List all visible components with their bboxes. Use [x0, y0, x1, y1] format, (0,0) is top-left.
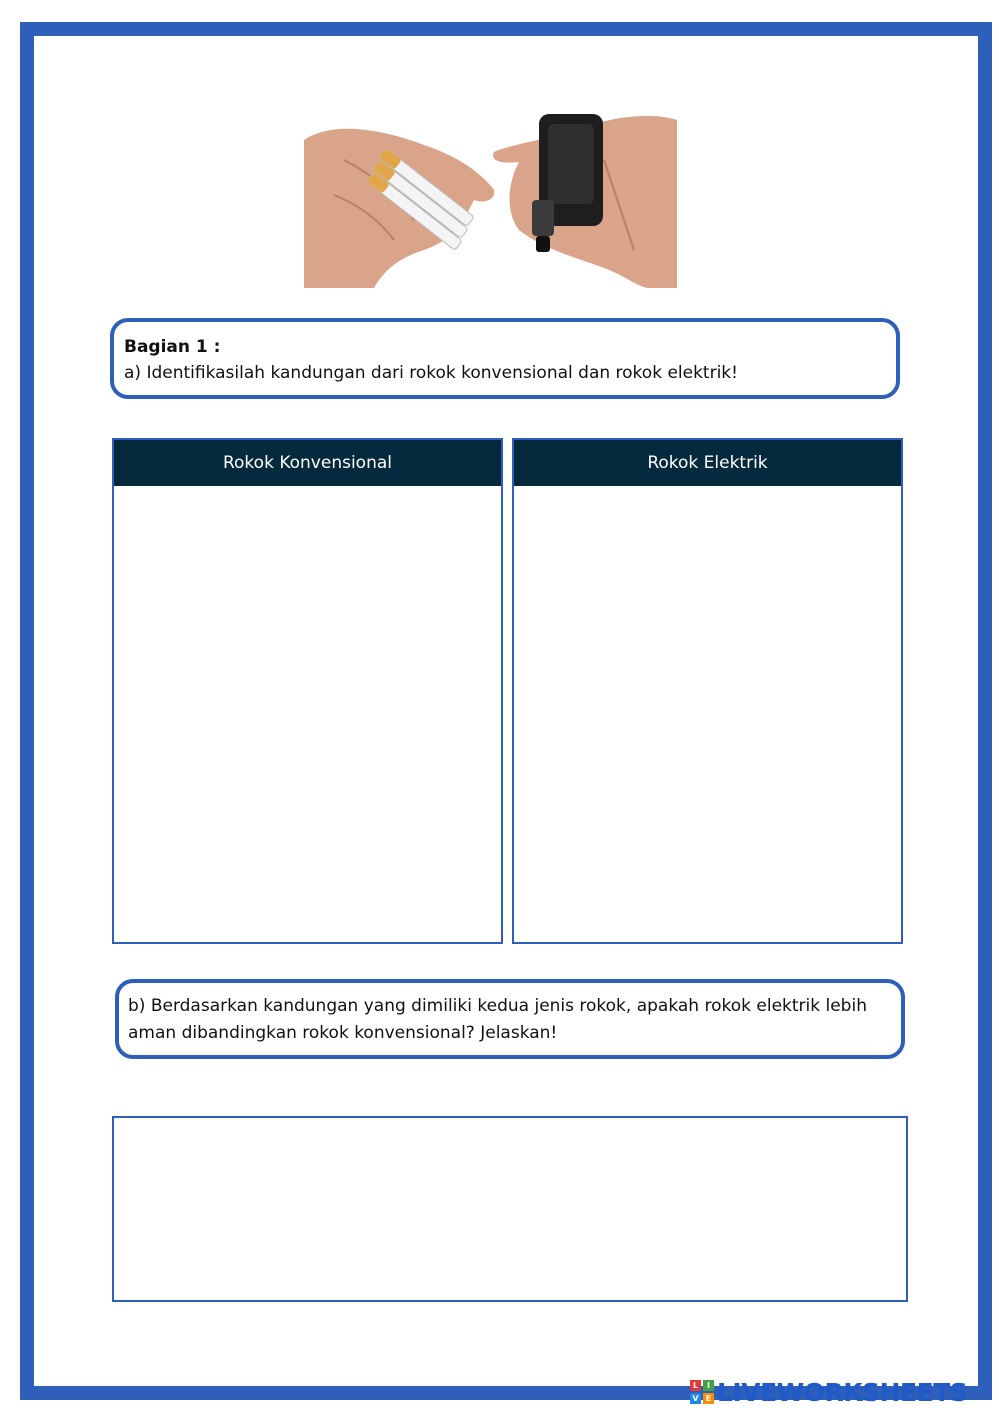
logo-letter: E: [703, 1393, 714, 1404]
part1-heading: Bagian 1 :: [124, 337, 221, 357]
answer-area-elektrik[interactable]: [514, 486, 901, 942]
answer-area-konvensional[interactable]: [114, 486, 501, 942]
liveworksheets-wordmark: LIVEWORKSHEETS: [717, 1377, 968, 1407]
cigarette-vs-vape-photo: [304, 100, 677, 288]
answer-box-part-b[interactable]: [112, 1116, 908, 1302]
logo-letter: L: [690, 1380, 701, 1391]
column-header-elektrik: Rokok Elektrik: [514, 440, 901, 486]
part2-question: b) Berdasarkan kandungan yang dimiliki kedua jenis rokok, apakah rokok elektrik lebih aman dibandingkan rokok konvensional? Jelaskan!: [128, 996, 867, 1043]
column-header-konvensional: Rokok Konvensional: [114, 440, 501, 486]
column-rokok-elektrik: [512, 438, 903, 944]
liveworksheets-logo: [690, 1377, 967, 1407]
part1-question: a) Identifikasilah kandungan dari rokok konvensional dan rokok elektrik!: [124, 363, 738, 383]
column-rokok-konvensional: [112, 438, 503, 944]
logo-letter: I: [703, 1380, 714, 1391]
logo-letter: V: [690, 1393, 701, 1404]
part2-instruction-box: [115, 979, 905, 1059]
part1-instruction-box: [110, 318, 900, 399]
liveworksheets-icon: [690, 1380, 714, 1404]
